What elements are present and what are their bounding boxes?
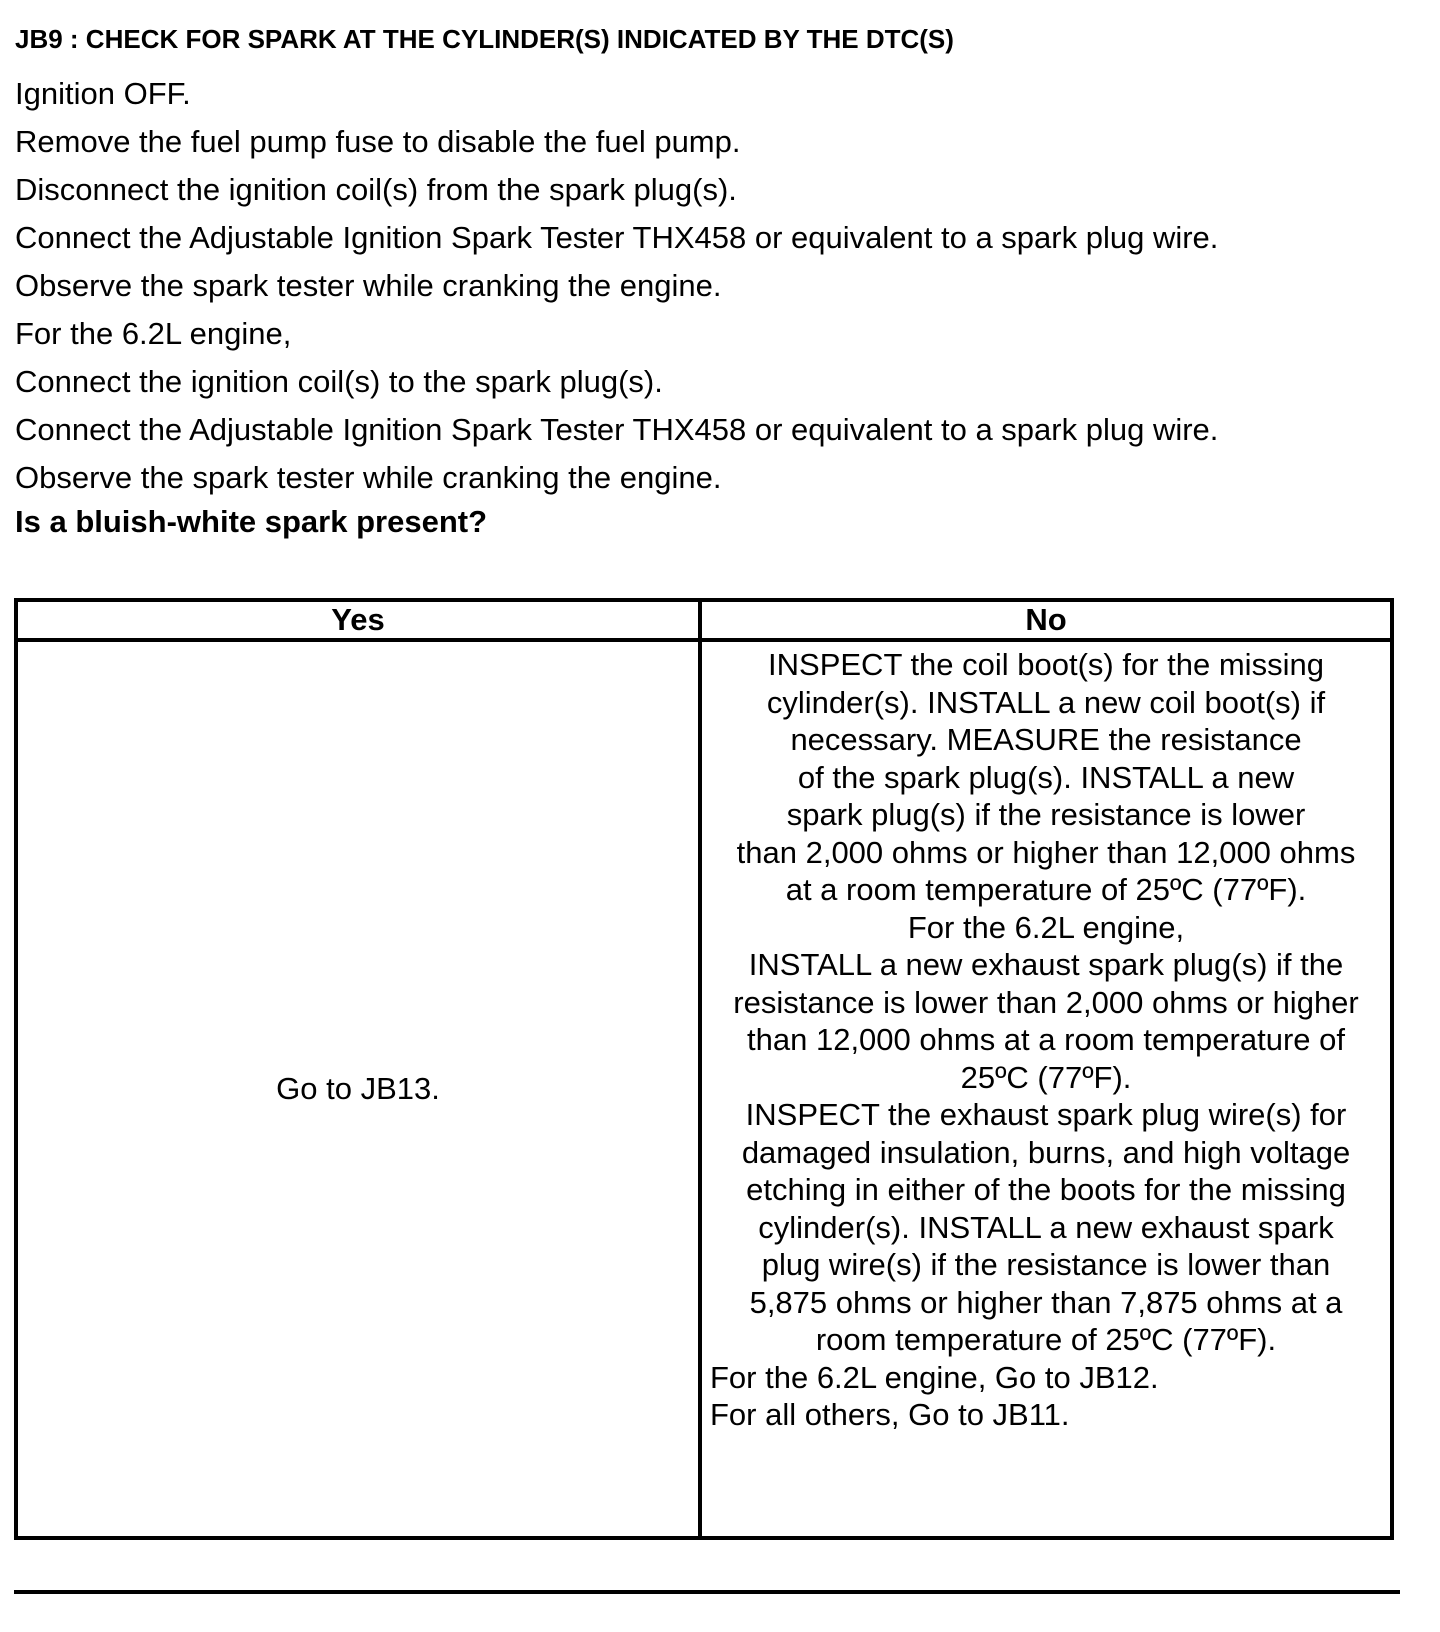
- no-action-line: than 2,000 ohms or higher than 12,000 ohms: [736, 834, 1356, 870]
- no-action-line: For all others, Go to JB11.: [710, 1397, 1070, 1432]
- no-action-line: than 12,000 ohms at a room temperature of: [747, 1022, 1345, 1057]
- no-action-line: damaged insulation, burns, and high voltage: [741, 1134, 1351, 1170]
- procedure-step: Observe the spark tester while cranking the engine.: [15, 460, 722, 495]
- no-action-line: room temperature of 25ºC (77ºF).: [815, 1322, 1277, 1357]
- no-action-line: INSPECT the exhaust spark plug wire(s) for: [745, 1097, 1347, 1132]
- no-action-line: necessary. MEASURE the resistance: [790, 722, 1302, 757]
- procedure-step: Ignition OFF.: [15, 76, 191, 111]
- no-action-line: resistance is lower than 2,000 ohms or higher: [733, 984, 1359, 1020]
- yes-action-cell: [16, 640, 700, 1538]
- no-action-line: INSTALL a new exhaust spark plug(s) if the: [748, 947, 1344, 982]
- no-action-line: spark plug(s) if the resistance is lower: [786, 797, 1306, 832]
- no-action-text: [702, 642, 1390, 1434]
- no-action-line: plug wire(s) if the resistance is lower than: [761, 1247, 1331, 1282]
- procedure-step: Connect the Adjustable Ignition Spark Tester THX458 or equivalent to a spark plug wire.: [15, 220, 1219, 255]
- no-action-line: 5,875 ohms or higher than 7,875 ohms at a: [749, 1284, 1343, 1320]
- no-action-line: For the 6.2L engine,: [907, 909, 1185, 945]
- procedure-step: Observe the spark tester while cranking the engine.: [15, 268, 722, 303]
- table-row: [16, 640, 1392, 1538]
- yes-action-text: Go to JB13.: [276, 1071, 440, 1106]
- no-action-line: etching in either of the boots for the missing: [746, 1172, 1346, 1207]
- procedure-step: Connect the Adjustable Ignition Spark Tester THX458 or equivalent to a spark plug wire.: [15, 412, 1219, 447]
- procedure-step: For the 6.2L engine,: [15, 316, 292, 351]
- procedure-steps: [15, 70, 1218, 502]
- bottom-divider: [14, 1590, 1400, 1594]
- no-action-line: at a room temperature of 25ºC (77ºF).: [785, 872, 1307, 907]
- no-action-line: cylinder(s). INSTALL a new exhaust spark: [758, 1209, 1334, 1245]
- no-action-line: INSPECT the coil boot(s) for the missing: [768, 647, 1324, 682]
- procedure-step: Remove the fuel pump fuse to disable the fuel pump.: [15, 124, 741, 159]
- no-action-line: cylinder(s). INSTALL a new coil boot(s) if: [766, 684, 1326, 720]
- no-action-line: For the 6.2L engine, Go to JB12.: [710, 1359, 1159, 1395]
- yes-column-header: Yes: [16, 600, 700, 640]
- no-action-cell: [700, 640, 1392, 1538]
- no-column-header: No: [700, 600, 1392, 640]
- procedure-step: Disconnect the ignition coil(s) from the spark plug(s).: [15, 172, 737, 207]
- procedure-step: Connect the ignition coil(s) to the spark plug(s).: [15, 364, 663, 399]
- table-header-row: [16, 600, 1392, 640]
- diagnostic-question: Is a bluish-white spark present?: [15, 504, 488, 539]
- result-table: [14, 598, 1394, 1540]
- step-heading: JB9 : CHECK FOR SPARK AT THE CYLINDER(S) INDICATED BY THE DTC(S): [15, 24, 954, 54]
- no-action-line: 25ºC (77ºF).: [960, 1059, 1132, 1095]
- no-action-line: of the spark plug(s). INSTALL a new: [797, 759, 1295, 795]
